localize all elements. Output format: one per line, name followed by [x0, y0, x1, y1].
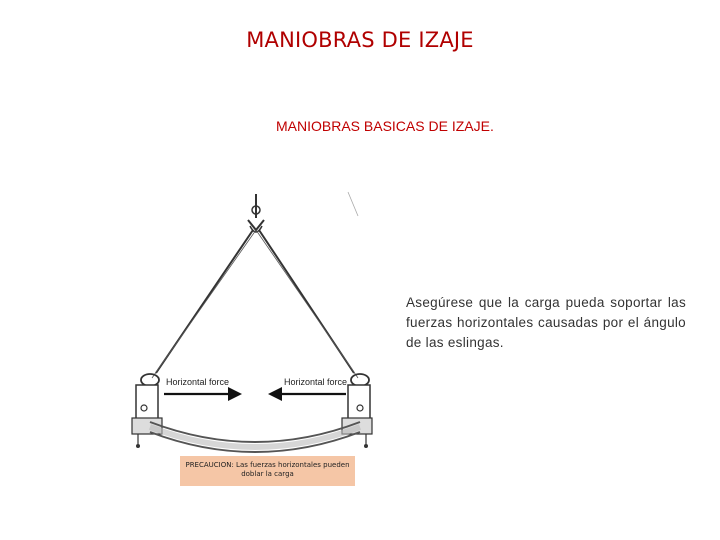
caution-box: PRECAUCION: Las fuerzas horizontales pueden doblar la carga: [180, 456, 355, 486]
sling-diagram: [120, 180, 380, 500]
right-force-arrow: [268, 377, 347, 401]
slide-subtitle: MANIOBRAS BASICAS DE IZAJE.: [276, 118, 494, 134]
left-force-label: Horizontal force: [166, 377, 230, 387]
left-clamp-icon: [132, 374, 162, 448]
slide-title: MANIOBRAS DE IZAJE: [246, 28, 474, 52]
crane-hook-icon: [248, 194, 264, 232]
right-force-label: Horizontal force: [284, 377, 348, 387]
sling-diagram-drawing: [120, 180, 380, 500]
bent-load: [150, 422, 360, 452]
scan-mark: [348, 192, 358, 216]
safety-note: Asegúrese que la carga pueda soportar las fuerzas horizontales causadas por el ángulo de las eslingas.: [406, 295, 686, 350]
sling-legs: [152, 230, 358, 378]
left-force-arrow: [164, 377, 242, 401]
